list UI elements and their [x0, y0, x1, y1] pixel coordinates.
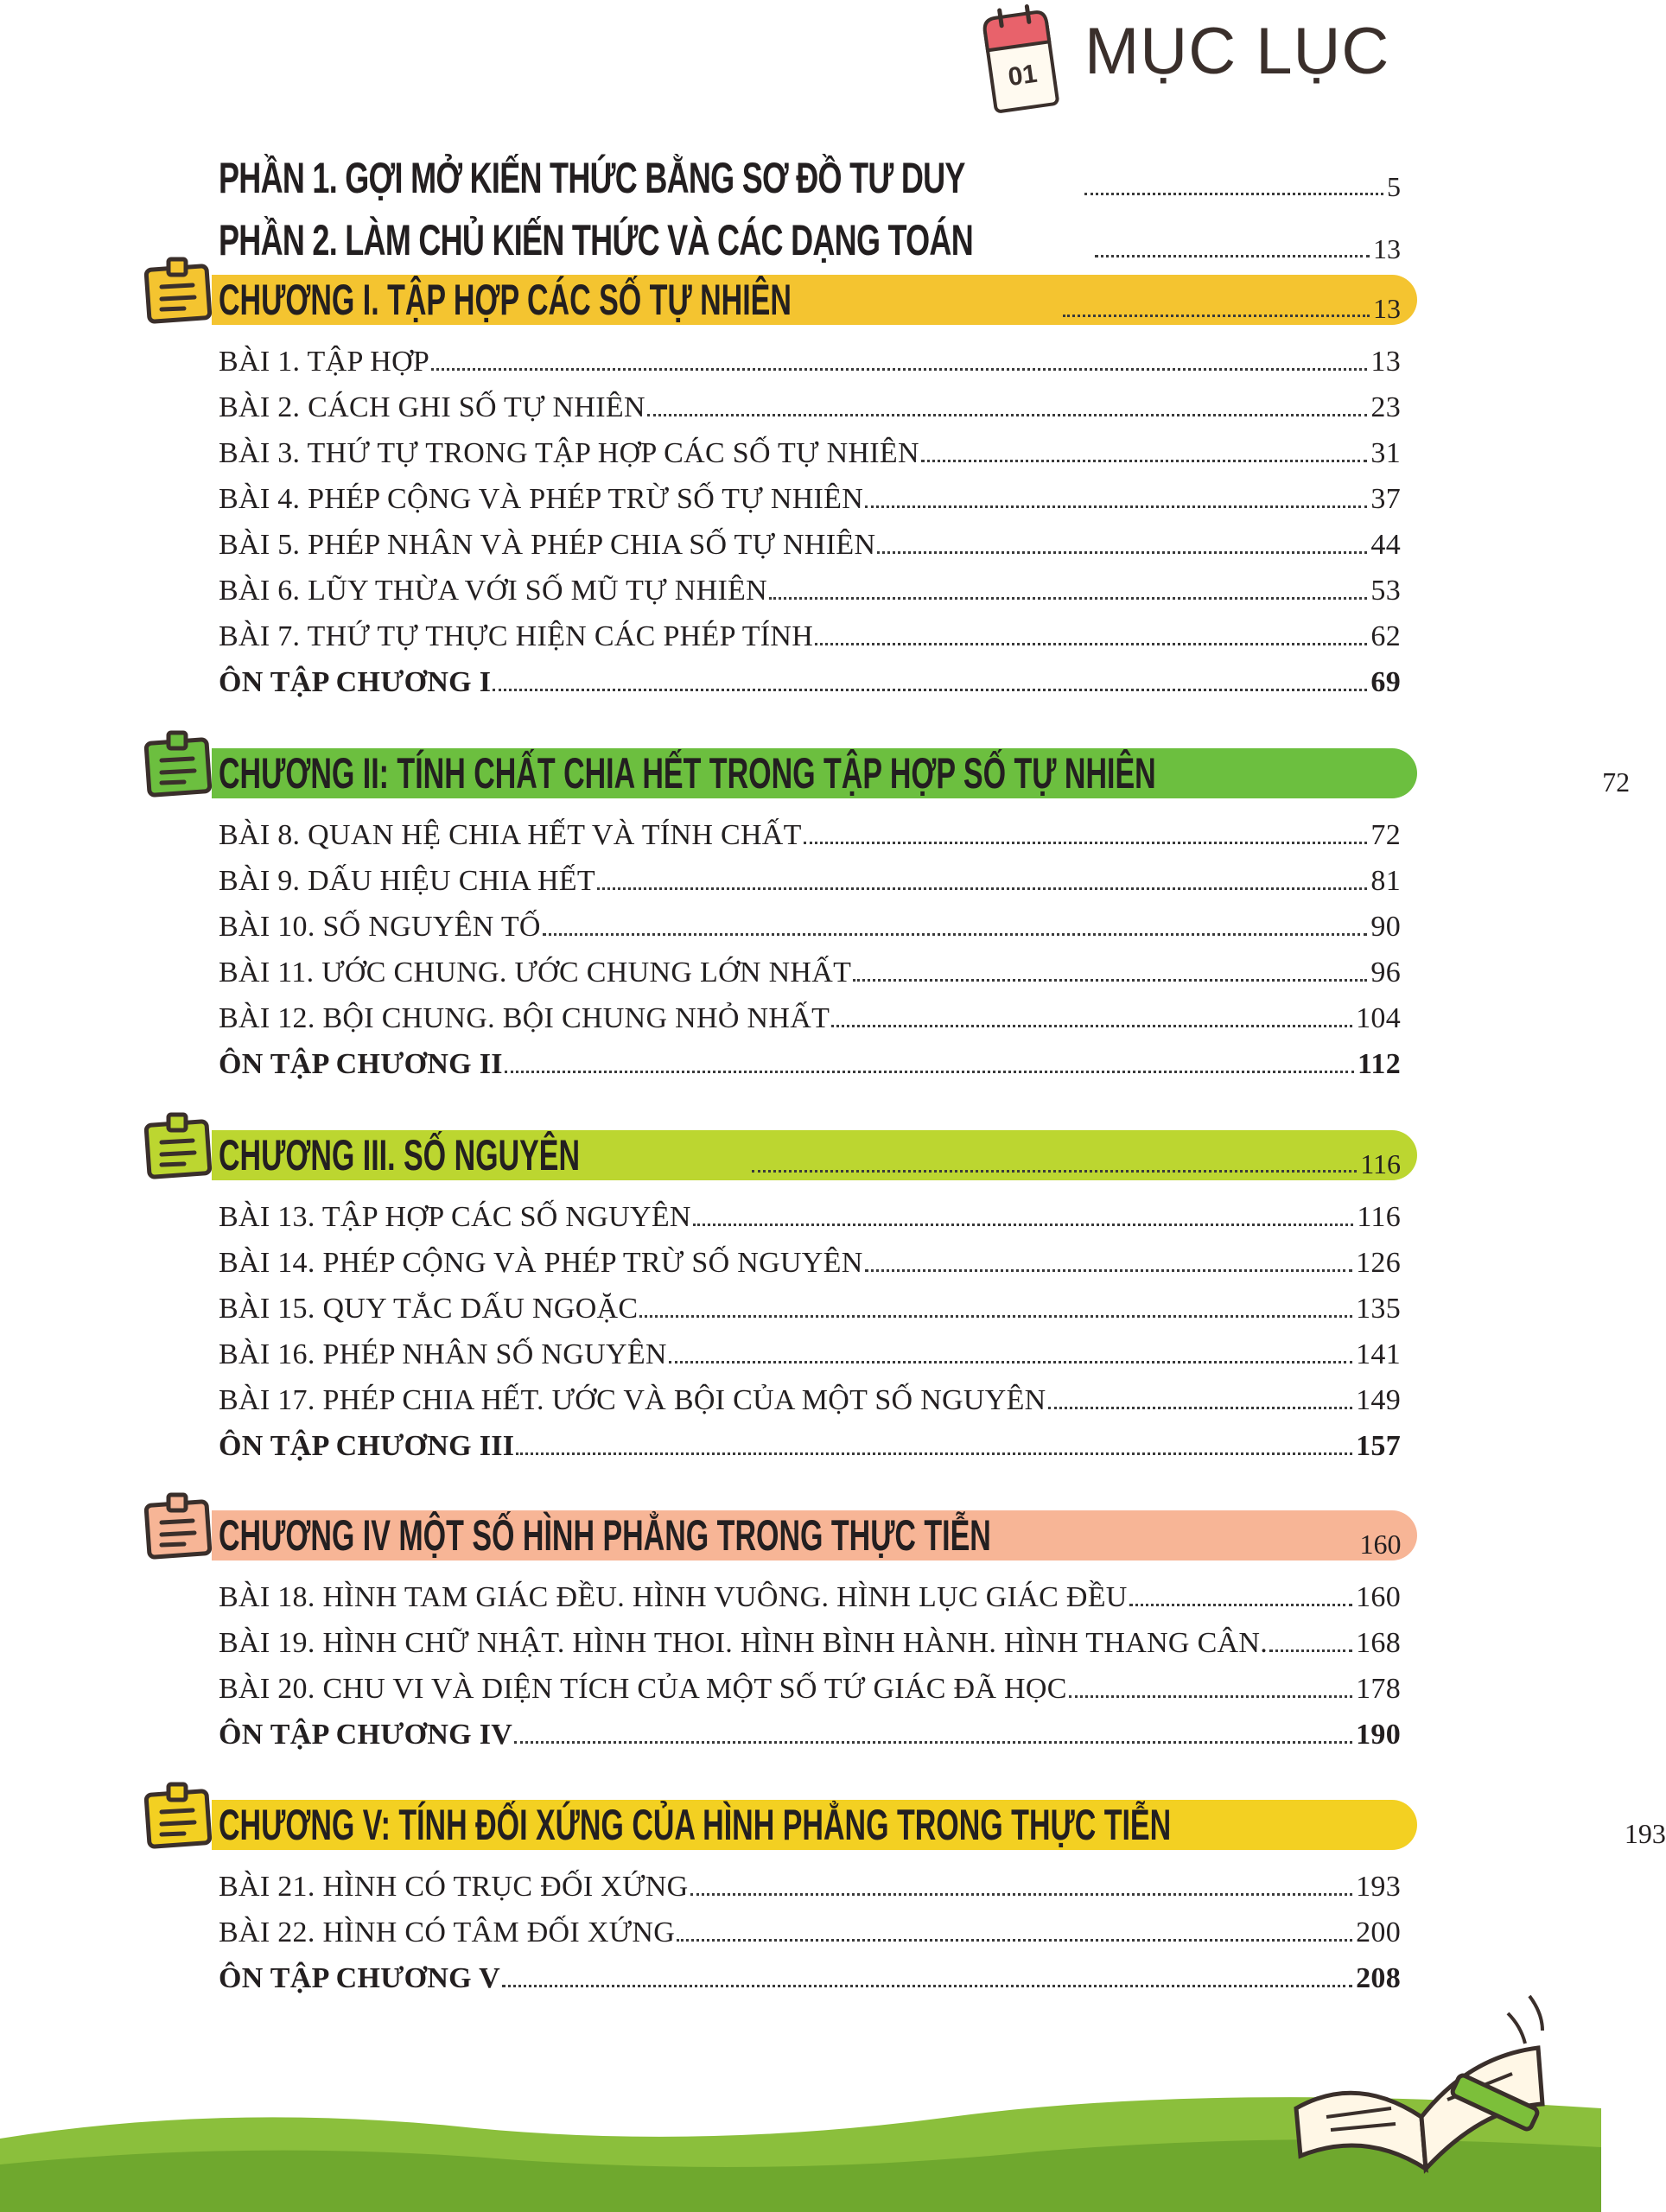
part-heading-page-number: 5	[1387, 171, 1401, 202]
lesson-item[interactable]	[219, 1377, 1401, 1417]
part-heading-title: PHẦN 1. GỢI MỞ KIẾN THỨC BẰNG SƠ ĐỒ TƯ DUY	[219, 154, 965, 202]
leader-dots	[677, 1939, 1352, 1942]
chapter-review-item-title: ÔN TẬP CHƯƠNG II	[219, 1048, 503, 1080]
notepad-icon	[143, 1113, 213, 1180]
lesson-item-title: BÀI 18. HÌNH TAM GIÁC ĐỀU. HÌNH VUÔNG. HÌNH LỤC GIÁC ĐỀU	[219, 1581, 1128, 1613]
lesson-item-title: BÀI 17. PHÉP CHIA HẾT. ƯỚC VÀ BỘI CỦA MỘT SỐ NGUYÊN	[219, 1384, 1046, 1416]
lesson-item[interactable]	[219, 1574, 1401, 1614]
part-heading[interactable]	[219, 143, 1401, 203]
lesson-item[interactable]	[219, 1910, 1401, 1949]
lesson-item-page-number: 81	[1370, 865, 1401, 897]
lesson-item-page-number: 44	[1370, 529, 1401, 561]
lesson-item-page-number: 126	[1356, 1247, 1401, 1279]
part-heading[interactable]	[219, 205, 1401, 265]
leader-dots	[853, 979, 1367, 982]
lesson-item[interactable]	[219, 613, 1401, 653]
lesson-item-title: BÀI 7. THỨ TỰ THỰC HIỆN CÁC PHÉP TÍNH	[219, 620, 814, 652]
lesson-item[interactable]	[219, 385, 1401, 424]
notepad-icon	[143, 1493, 213, 1560]
leader-dots	[516, 1452, 1352, 1455]
part-heading-title: PHẦN 2. LÀM CHỦ KIẾN THỨC VÀ CÁC DẠNG TOÁN	[219, 216, 973, 264]
leader-dots	[865, 505, 1367, 508]
lesson-item[interactable]	[219, 1864, 1401, 1904]
chapter-review-item[interactable]	[219, 1955, 1401, 1995]
leader-dots	[1048, 1407, 1353, 1409]
chapter-review-item-page-number: 208	[1356, 1962, 1401, 1994]
leader-dots	[1095, 255, 1370, 257]
leader-dots	[514, 1741, 1352, 1744]
lesson-item[interactable]	[219, 812, 1401, 852]
lesson-item-title: BÀI 13. TẬP HỢP CÁC SỐ NGUYÊN	[219, 1201, 691, 1233]
leader-dots	[493, 689, 1367, 691]
lesson-item-title: BÀI 11. ƯỚC CHUNG. ƯỚC CHUNG LỚN NHẤT	[219, 957, 852, 988]
lesson-item-title: BÀI 4. PHÉP CỘNG VÀ PHÉP TRỪ SỐ TỰ NHIÊN	[219, 483, 864, 515]
lesson-item-title: BÀI 14. PHÉP CỘNG VÀ PHÉP TRỪ SỐ NGUYÊN	[219, 1247, 863, 1279]
leader-dots	[1269, 1649, 1352, 1652]
leader-dots	[690, 1893, 1353, 1896]
leader-dots	[693, 1224, 1354, 1226]
leader-dots	[543, 933, 1368, 936]
leader-dots	[647, 414, 1368, 416]
lesson-item-page-number: 193	[1356, 1871, 1401, 1903]
leader-dots	[669, 1361, 1352, 1363]
chapter-review-item[interactable]	[219, 1041, 1401, 1081]
lesson-item[interactable]	[219, 476, 1401, 516]
chapter-heading-page-number: 72	[1602, 766, 1631, 798]
leader-dots	[1084, 193, 1383, 195]
chapter-heading[interactable]	[219, 268, 1401, 325]
lesson-item-page-number: 149	[1356, 1384, 1401, 1416]
lesson-item[interactable]	[219, 1666, 1401, 1706]
lesson-item-title: BÀI 15. QUY TẮC DẤU NGOẶC	[219, 1293, 639, 1325]
lesson-item[interactable]	[219, 995, 1401, 1035]
lesson-item-page-number: 62	[1370, 620, 1401, 652]
open-book-pencil-icon	[1279, 1979, 1564, 2177]
lesson-item[interactable]	[219, 430, 1401, 470]
lesson-item-page-number: 90	[1370, 911, 1401, 943]
leader-dots	[1069, 1695, 1352, 1698]
lesson-item-title: BÀI 9. DẤU HIỆU CHIA HẾT	[219, 865, 595, 897]
leader-dots	[505, 1071, 1354, 1073]
leader-dots	[639, 1315, 1352, 1318]
chapter-review-item-page-number: 157	[1356, 1430, 1401, 1462]
lesson-item-title: BÀI 1. TẬP HỢP	[219, 346, 430, 378]
chapter-heading-page-number: 193	[1624, 1818, 1666, 1849]
leader-dots	[831, 1025, 1352, 1027]
chapter-review-item-page-number: 69	[1370, 666, 1401, 698]
chapter-heading-page-number: 116	[1360, 1148, 1401, 1179]
lesson-item-title: BÀI 3. THỨ TỰ TRONG TẬP HỢP CÁC SỐ TỰ NHIÊN	[219, 437, 919, 469]
lesson-item-page-number: 116	[1357, 1201, 1401, 1233]
chapter-review-item-title: ÔN TẬP CHƯƠNG III	[219, 1430, 515, 1462]
chapter-heading[interactable]	[219, 1123, 1401, 1180]
chapter-review-item-title: ÔN TẬP CHƯƠNG V	[219, 1962, 500, 1994]
lesson-item-title: BÀI 12. BỘI CHUNG. BỘI CHUNG NHỎ NHẤT	[219, 1002, 830, 1034]
chapter-heading-title: CHƯƠNG IV MỘT SỐ HÌNH PHẲNG TRONG THỰC TIỄN	[219, 1511, 991, 1560]
lesson-item-page-number: 31	[1370, 437, 1401, 469]
notepad-icon	[143, 257, 213, 325]
lesson-item-title: BÀI 21. HÌNH CÓ TRỤC ĐỐI XỨNG	[219, 1871, 689, 1903]
chapter-heading-title: CHƯƠNG II: TÍNH CHẤT CHIA HẾT TRONG TẬP HỢP SỐ TỰ NHIÊN	[219, 749, 1156, 798]
lesson-item[interactable]	[219, 1286, 1401, 1325]
lesson-item-page-number: 72	[1370, 819, 1401, 851]
lesson-item[interactable]	[219, 1194, 1401, 1234]
lesson-item-page-number: 96	[1370, 957, 1401, 988]
leader-dots	[502, 1985, 1352, 1987]
chapter-review-item-page-number: 190	[1356, 1719, 1401, 1751]
lesson-item-page-number: 200	[1356, 1916, 1401, 1948]
leader-dots	[804, 842, 1368, 844]
chapter-review-item[interactable]	[219, 659, 1401, 699]
chapter-review-item-title: ÔN TẬP CHƯƠNG IV	[219, 1719, 513, 1751]
leader-dots	[877, 551, 1367, 554]
chapter-heading-title: CHƯƠNG V: TÍNH ĐỐI XỨNG CỦA HÌNH PHẲNG TRONG THỰC TIỄN	[219, 1801, 1172, 1849]
chapter-review-item-page-number: 112	[1357, 1048, 1401, 1080]
lesson-item-page-number: 13	[1370, 346, 1401, 378]
part-heading-page-number: 13	[1373, 233, 1401, 264]
chapter-review-item-title: ÔN TẬP CHƯƠNG I	[219, 666, 492, 698]
lesson-item-title: BÀI 6. LŨY THỪA VỚI SỐ MŨ TỰ NHIÊN	[219, 575, 767, 607]
chapter-heading[interactable]	[219, 1793, 1666, 1850]
svg-text:01: 01	[1006, 59, 1040, 92]
lesson-item-title: BÀI 10. SỐ NGUYÊN TỐ	[219, 911, 541, 943]
lesson-item-title: BÀI 16. PHÉP NHÂN SỐ NGUYÊN	[219, 1338, 667, 1370]
lesson-item-page-number: 135	[1356, 1293, 1401, 1325]
lesson-item-page-number: 23	[1370, 391, 1401, 423]
leader-dots	[815, 643, 1367, 645]
lesson-item[interactable]	[219, 522, 1401, 562]
lesson-item[interactable]	[219, 339, 1401, 378]
chapter-heading[interactable]	[219, 1503, 1401, 1560]
leader-dots	[1129, 1604, 1352, 1606]
lesson-item[interactable]	[219, 1620, 1401, 1660]
notepad-icon	[143, 1783, 213, 1850]
leader-dots	[752, 1170, 1357, 1173]
lesson-item-page-number: 53	[1370, 575, 1401, 607]
chapter-heading-page-number: 160	[1359, 1529, 1402, 1560]
leader-dots	[431, 368, 1367, 371]
lesson-item-title: BÀI 20. CHU VI VÀ DIỆN TÍCH CỦA MỘT SỐ TỨ GIÁC ĐÃ HỌC	[219, 1673, 1067, 1705]
chapter-review-item[interactable]	[219, 1423, 1401, 1463]
leader-dots	[769, 597, 1367, 600]
leader-dots	[1063, 315, 1370, 317]
lesson-item-page-number: 37	[1370, 483, 1401, 515]
lesson-item-title: BÀI 2. CÁCH GHI SỐ TỰ NHIÊN	[219, 391, 645, 423]
lesson-item-title: BÀI 8. QUAN HỆ CHIA HẾT VÀ TÍNH CHẤT	[219, 819, 802, 851]
lesson-item[interactable]	[219, 1332, 1401, 1371]
lesson-item-title: BÀI 5. PHÉP NHÂN VÀ PHÉP CHIA SỐ TỰ NHIÊN	[219, 529, 876, 561]
lesson-item-title: BÀI 22. HÌNH CÓ TÂM ĐỐI XỨNG	[219, 1916, 676, 1948]
lesson-item-page-number: 104	[1356, 1002, 1401, 1034]
leader-dots	[865, 1269, 1353, 1272]
lesson-item[interactable]	[219, 858, 1401, 898]
chapter-review-item[interactable]	[219, 1712, 1401, 1751]
lesson-item-page-number: 160	[1356, 1581, 1401, 1613]
lesson-item-page-number: 178	[1356, 1673, 1401, 1705]
lesson-item-title: BÀI 19. HÌNH CHỮ NHẬT. HÌNH THOI. HÌNH BÌNH HÀNH. HÌNH THANG CÂN.	[219, 1627, 1269, 1659]
lesson-item[interactable]	[219, 568, 1401, 607]
chapter-heading-title: CHƯƠNG I. TẬP HỢP CÁC SỐ TỰ NHIÊN	[219, 276, 792, 324]
chapter-heading-page-number: 13	[1373, 293, 1401, 324]
page-title: MỤC LỤC	[1084, 15, 1390, 88]
leader-dots	[597, 887, 1367, 890]
lesson-item-page-number: 141	[1356, 1338, 1401, 1370]
chapter-heading[interactable]	[219, 741, 1631, 798]
lesson-item[interactable]	[219, 904, 1401, 944]
leader-dots	[921, 460, 1368, 462]
lesson-item[interactable]	[219, 1240, 1401, 1280]
lesson-item[interactable]	[219, 950, 1401, 989]
lesson-item-page-number: 168	[1356, 1627, 1401, 1659]
notepad-icon	[143, 731, 213, 798]
chapter-heading-title: CHƯƠNG III. SỐ NGUYÊN	[219, 1131, 581, 1179]
